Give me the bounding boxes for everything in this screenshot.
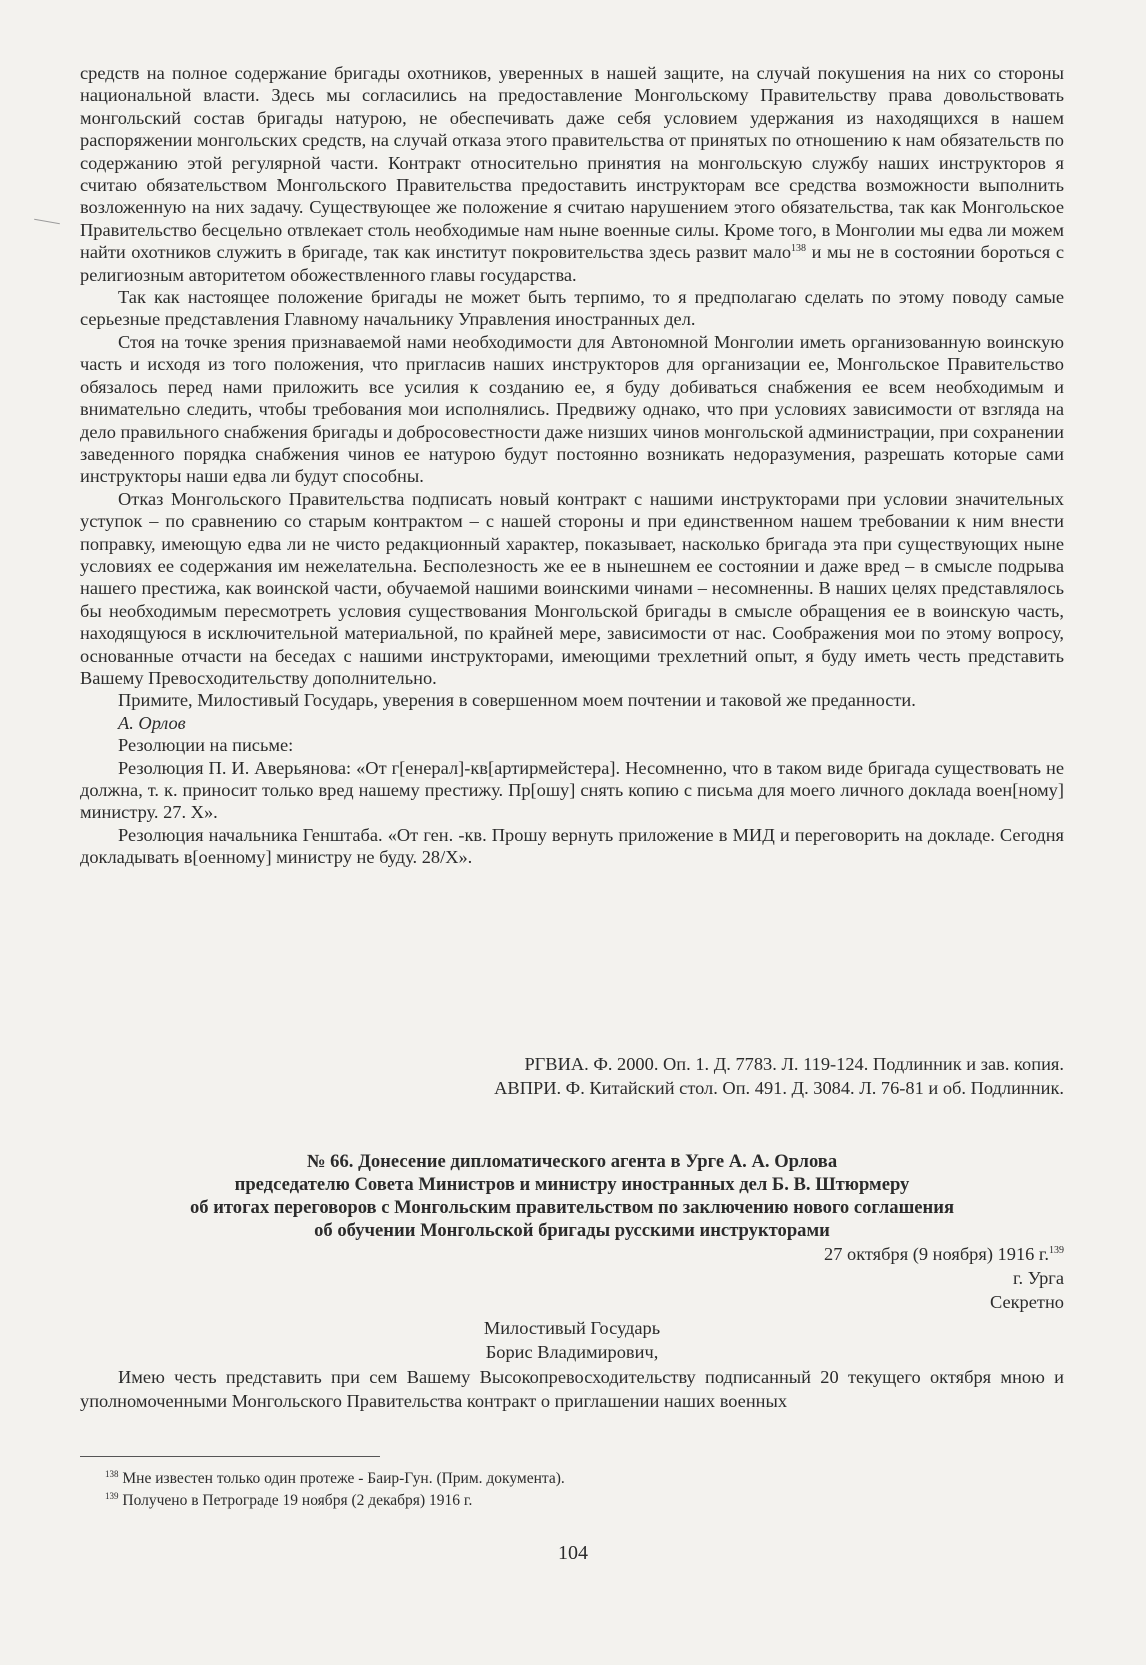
archival-sources: [80, 1052, 1064, 1100]
footnotes: [80, 1468, 1064, 1512]
paragraph-1-end: и мы не в состоянии бороться с религиозным авторитетом обожествленного главы государства.: [80, 242, 1064, 285]
paragraph-3: Стоя на точке зрения признаваемой нами необходимости для Автономной Монголии иметь организованную воинскую часть и исходя из того положения, что пригласив наших инструкторов для организации ее, Монгольское Правительство обязалось перед нами приложить все усилия к созданию ее, я буду добиваться снабжения ее всем необходимым и внимательно следить, чтобы требования мои исполнялись. Предвижу однако, что при условиях зависимости от взгляда на дело правильного снабжения бригады и добросовестности даже низших чинов монгольской администрации, при сохранении заведенного порядка снабжения чинов ее натурою будут постоянно возникать недоразумения, разрешать которые сами инструкторы наши едва ли будут способны.: [80, 331, 1064, 487]
heading-line: об итогах переговоров с Монгольским правительством по заключению нового соглашения: [189, 1197, 955, 1218]
source-line: АВПРИ. Ф. Китайский стол. Оп. 491. Д. 3084. Л. 76-81 и об. Подлинник.: [494, 1078, 1064, 1098]
heading-line: № 66. Донесение дипломатического агента в Урге А. А. Орлова: [306, 1151, 838, 1172]
footnote-text: Получено в Петрограде 19 ноября (2 декабря) 1916 г.: [122, 1492, 473, 1509]
document-date: [824, 1242, 1064, 1266]
resolution-averyanov: Резолюция П. И. Аверьянова: «От г[енерал]-кв[артирмейстера]. Несомненно, что в таком виде бригада существовать не должна, т. к. приносит только вред нашему престижу. Пр[ошу] снять копию с письма для моего личного доклада воен[ному] министру. 27. X».: [80, 757, 1064, 823]
document-66-heading: [80, 1150, 1064, 1242]
document-place: г. Урга: [1013, 1268, 1064, 1288]
heading-line: об обучении Монгольской бригады русскими инструкторами: [314, 1220, 830, 1241]
heading-line: председателю Совета Министров и министру иностранных дел Б. В. Штюрмеру: [234, 1174, 910, 1195]
resolution-general-staff: Резолюция начальника Генштаба. «От ген. -кв. Прошу вернуть приложение в МИД и переговорить на докладе. Сегодня докладывать в[оенному] министру не буду. 28/X».: [80, 824, 1064, 868]
paragraph-4: Отказ Монгольского Правительства подписать новый контракт с нашими инструкторами при условии значительных уступок – по сравнению со старым контрактом – с нашей стороны и при единственном нашем требовании к ним внести поправку, имеющую едва ли не чисто редакционный характер, показывает, насколько бригада эта при существующих ныне условиях ее содержания им нежелательна. Бесполезность же ее в нынешнем ее состоянии и даже вред – в смысле подрыва нашего престижа, как воинской части, обучаемой нашими воинскими чинами – несомненны. В наших целях представлялось бы необходимым пересмотреть условия существования Монгольской бригады в смысле обращения ее в воинскую часть, находящуюся в исключительной материальной, по крайней мере, зависимости от нас. Соображения мои по этому вопросу, основанные отчасти на беседах с нашими инструкторами, имеющими трехлетний опыт, я буду иметь честь представить Вашему Превосходительству дополнительно.: [80, 488, 1064, 688]
letter-body: [80, 62, 1064, 869]
resolutions-label: Резолюции на письме:: [118, 735, 294, 756]
opening-paragraph: Имею честь представить при сем Вашему Высокопревосходительству подписанный 20 текущего октября мною и уполномоченными Монгольского Правительства контракт о приглашении наших военных: [80, 1367, 1064, 1411]
salutation-line-1: Милостивый Государь: [483, 1318, 661, 1338]
footnote-138: [80, 1468, 1064, 1490]
footnote-number: 139: [105, 1491, 119, 1501]
footnote-divider: [80, 1456, 380, 1457]
closing-line: Примите, Милостивый Государь, уверения в совершенном моем почтении и таковой же преданности.: [118, 690, 916, 711]
document-date-text: 27 октября (9 ноября) 1916 г.: [824, 1244, 1049, 1264]
footnote-ref-138[interactable]: 138: [791, 243, 807, 255]
paragraph-1: [80, 62, 1064, 286]
paragraph-2: Так как настоящее положение бригады не может быть терпимо, то я предполагаю сделать по этому поводу самые серьезные представления Главному начальнику Управления иностранных дел.: [80, 287, 1064, 330]
footnote-text: Мне известен только один протеже - Баир-Гун. (Прим. документа).: [122, 1470, 565, 1487]
margin-pencil-mark: [34, 219, 60, 224]
paragraph-1-text: средств на полное содержание бригады охотников, уверенных в нашей защите, на случай покушения на них со стороны национальной власти. Здесь мы согласились на предоставление Монгольскому Правительству права довольствовать монгольский состав бригады натурою, не обеспечивать даже себя условием удержания из находящихся в нашем распоряжении монгольских средств, на случай отказа этого правительства от принятых по отношению к нам обязательств по содержанию этой регулярной части. Контракт относительно принятия на монгольскую службу наших инструкторов я считаю обязательством Монгольского Правительства предоставить инструкторам все средства возможности выполнить возложенную на них задачу. Существующее же положение я считаю нарушением этого обязательства, так как Монгольское Правительство бесцельно отвлекает столь необходимые нам ныне военные силы. Кроме того, в Монголии мы едва ли можем найти охотников служить в бригаде, так как институт покровительства здесь развит мало: [80, 63, 1064, 263]
footnote-number: 138: [105, 1469, 119, 1479]
document-meta: [824, 1242, 1064, 1314]
source-line: РГВИА. Ф. 2000. Оп. 1. Д. 7783. Л. 119-124. Подлинник и зав. копия.: [524, 1054, 1064, 1074]
document-classification: Секретно: [989, 1292, 1064, 1312]
salutation: [80, 1316, 1064, 1364]
salutation-line-2: Борис Владимирович,: [485, 1342, 659, 1362]
document-66-opening: [80, 1365, 1064, 1413]
footnote-139: [80, 1490, 1064, 1512]
footnote-ref-139[interactable]: 139: [1049, 1245, 1064, 1256]
signature: А. Орлов: [118, 712, 186, 733]
page-number: 104: [558, 1542, 588, 1564]
